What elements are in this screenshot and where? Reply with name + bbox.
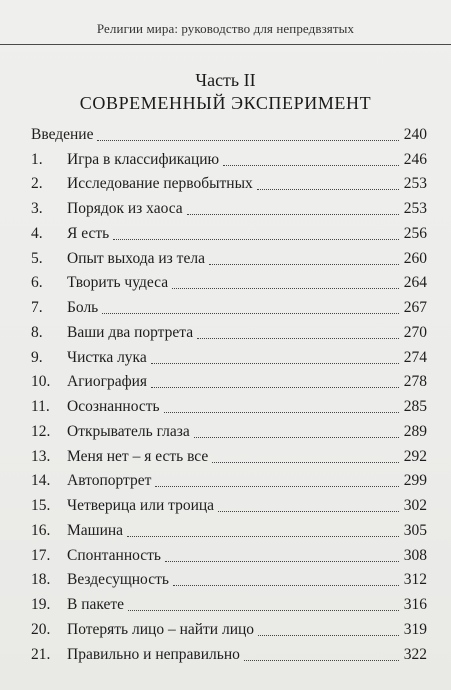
toc-entry [0,346,451,371]
toc-entry [0,321,451,346]
toc-entry-title: Меня нет – я есть все [67,447,209,465]
toc-entry-title: Машина [67,521,124,539]
toc-entry [0,544,451,569]
toc-entry-title: Четверица или троица [67,497,215,514]
toc-entry-title: Открыватель глаза [67,422,190,440]
toc-entry-page: 299 [403,472,427,490]
toc-entry-number: 20. [31,620,51,638]
toc-entry-page: 260 [403,249,427,267]
toc-entry-title: Игра в классификацию [67,150,220,168]
toc-entry-number: 15. [31,497,51,514]
toc-entry-page: 264 [403,274,427,292]
toc-entry [0,371,451,396]
toc-entry-page: 316 [403,596,427,613]
toc-dot-leader [258,635,399,636]
toc-dot-leader [218,511,399,512]
toc-entry-number: 19. [31,596,51,613]
toc-dot-leader [172,288,399,289]
toc-entry-page: 319 [403,620,427,638]
toc-entry-page: 285 [403,398,427,415]
toc-entry [0,420,451,445]
toc-entry-number: 2. [31,175,43,193]
toc-entry [0,569,451,594]
toc-entry-number: 1. [31,150,43,168]
toc-entry-page: 240 [403,125,427,143]
toc-entry-title: Творить чудеса [67,274,169,292]
toc-entry-number: 21. [31,645,51,663]
toc-dot-leader [127,536,399,537]
toc-entry-title: Вездесущность [67,571,169,589]
toc-entry [0,445,451,470]
toc-entry-title: В пакете [67,596,125,613]
part-label: Часть II [195,70,256,90]
toc-entry-title: Боль [67,299,99,316]
toc-entry-title: Агиография [67,373,148,391]
toc-entry [0,643,451,668]
toc-dot-leader [164,412,399,413]
toc-entry [0,470,451,495]
toc-entry-number: 4. [31,224,43,242]
toc-entry-number: 11. [31,398,50,415]
toc-dot-leader [155,486,399,487]
toc-entry-page: 253 [403,200,427,217]
toc-dot-leader [197,338,399,339]
toc-entry-number: 7. [31,299,43,316]
toc-entry-title: Ваши два портрета [67,323,194,341]
toc-entry-page: 312 [403,571,427,589]
toc-entry-page: 253 [403,175,427,193]
toc-entry [0,296,451,321]
toc-entry-title: Правильно и неправильно [67,645,240,663]
toc-entry-title: Осознанность [67,398,160,415]
toc-dot-leader [173,585,399,586]
toc-entry [0,197,451,222]
toc-entry-title: Чистка лука [67,348,147,366]
toc-entry-number: 6. [31,274,43,292]
toc-entry-number: 10. [31,373,51,391]
toc-entry-page: 256 [403,224,427,242]
toc-entry [0,272,451,297]
toc-entry-title: Введение [31,125,94,143]
toc-dot-leader [244,660,399,661]
toc-entry [0,247,451,272]
running-header-title: Религии мира: руководство для непредвзятых [96,21,355,36]
toc-entry-title: Опыт выхода из тела [67,249,205,267]
toc-dot-leader [212,462,399,463]
toc-entry-page: 308 [403,546,427,564]
toc-dot-leader [187,214,399,215]
toc-dot-leader [257,189,399,190]
toc-entry-page: 278 [403,373,427,391]
toc-entry-page: 322 [403,645,427,663]
toc-entry-number: 8. [31,323,43,341]
toc-dot-leader [151,363,399,364]
toc-dot-leader [194,437,399,438]
toc-entry [0,494,451,519]
table-of-contents [0,123,451,668]
toc-entry [0,395,451,420]
toc-entry-page: 292 [403,447,427,465]
toc-entry-page: 274 [403,348,427,366]
toc-entry-page: 305 [403,521,427,539]
toc-entry-page: 302 [403,497,427,514]
toc-entry-intro [0,123,451,148]
toc-dot-leader [223,165,399,166]
toc-entry-page: 289 [403,422,427,440]
running-header [0,0,451,45]
toc-dot-leader [209,264,399,265]
toc-entry [0,618,451,643]
toc-entry [0,222,451,247]
toc-entry [0,519,451,544]
toc-dot-leader [165,561,399,562]
part-title: СОВРЕМЕННЫЙ ЭКСПЕРИМЕНТ [79,93,372,113]
toc-entry-number: 9. [31,348,43,366]
toc-dot-leader [151,387,399,388]
toc-entry-page: 246 [403,150,427,168]
toc-entry-title: Потерять лицо – найти лицо [67,620,255,638]
toc-dot-leader [97,140,399,141]
toc-entry-number: 14. [31,472,51,490]
part-heading [0,69,451,115]
toc-entry-number: 17. [31,546,51,564]
toc-entry-number: 5. [31,249,43,267]
toc-entry [0,173,451,198]
toc-dot-leader [102,313,399,314]
toc-entry-title: Порядок из хаоса [67,200,183,217]
toc-entry-number: 18. [31,571,51,589]
toc-entry-page: 270 [403,323,427,341]
toc-entry-title: Исследование первобытных [67,175,253,193]
toc-entry-title: Спонтанность [67,546,161,564]
toc-entry-title: Автопортрет [67,472,152,490]
toc-dot-leader [113,239,399,240]
toc-entry [0,593,451,618]
toc-entry-page: 267 [403,299,427,316]
toc-entry-number: 16. [31,521,51,539]
toc-entry-number: 12. [31,422,51,440]
toc-entry-title: Я есть [67,224,110,242]
toc-entry-number: 3. [31,200,43,217]
toc-entry-number: 13. [31,447,51,465]
toc-entry [0,148,451,173]
toc-dot-leader [128,610,399,611]
